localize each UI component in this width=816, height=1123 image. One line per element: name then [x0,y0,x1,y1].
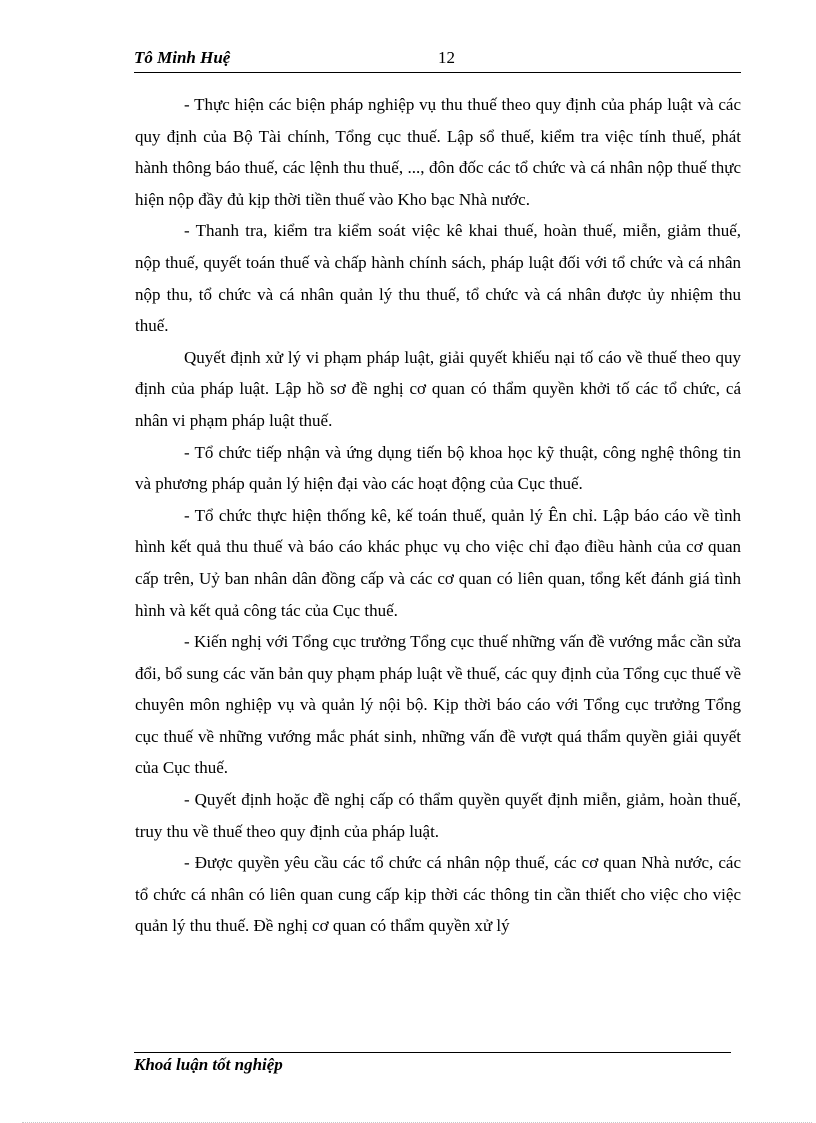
paragraph: Quyết định xử lý vi phạm pháp luật, giải quyết khiếu nại tố cáo về thuế theo quy định của pháp luật. Lập hồ sơ đề nghị cơ quan có thẩm quyền khởi tố các tổ chức, cá nhân vi phạm pháp luật thuế. [135,347,741,430]
footer-title: Khoá luận tốt nghiệp [134,1055,283,1074]
paragraph: - Tổ chức tiếp nhận và ứng dụng tiến bộ khoa học kỹ thuật, công nghệ thông tin và phương pháp quản lý hiện đại vào các hoạt động của Cục thuế. [135,442,741,494]
paragraph: - Quyết định hoặc đề nghị cấp có thẩm quyền quyết định miễn, giảm, hoàn thuế, truy thu về thuế theo quy định của pháp luật. [135,790,741,841]
page-header [134,48,741,73]
body-text [135,89,741,942]
page-number: 12 [438,48,455,67]
author-name: Tô Minh Huệ [134,48,231,67]
paragraph: - Tổ chức thực hiện thống kê, kế toán thuế, quản lý Ên chỉ. Lập báo cáo về tình hình kết quả thu thuế và báo cáo khác phục vụ cho việc chỉ đạo điều hành của cơ quan cấp trên, Uỷ ban nhân dân đồng cấp và các cơ quan có liên quan, tổng kết đánh giá tình hình và kết quả công tác của Cục thuế. [135,505,741,620]
paragraph: - Được quyền yêu cầu các tổ chức cá nhân nộp thuế, các cơ quan Nhà nước, các tổ chức cá nhân có liên quan cung cấp kịp thời các thông tin cần thiết cho việc cho việc quản lý thu thuế. Đề nghị cơ quan có thẩm quyền xử lý [135,853,741,936]
paragraph: - Thực hiện các biện pháp nghiệp vụ thu thuế theo quy định của pháp luật và các quy định của Bộ Tài chính, Tổng cục thuế. Lập sổ thuế, kiểm tra việc tính thuế, phát hành thông báo thuế, các lệnh thu thuế, ..., đôn đốc các tổ chức và cá nhân nộp thuế thực hiện nộp đầy đủ kịp thời tiền thuế vào Kho bạc Nhà nước. [135,95,741,209]
paragraph: - Kiến nghị với Tổng cục trưởng Tổng cục thuế những vấn đề vướng mắc cần sửa đổi, bổ sung các văn bản quy phạm pháp luật về thuế, các quy định của Tổng cục thuế về chuyên môn nghiệp vụ và quản lý nội bộ. Kịp thời báo cáo với Tổng cục trưởng Tổng cục thuế về những vướng mắc phát sinh, những vấn đề vượt quá thẩm quyền giải quyết của Cục thuế. [135,632,741,778]
page-footer [134,1052,731,1074]
paragraph: - Thanh tra, kiểm tra kiểm soát việc kê khai thuế, hoàn thuế, miễn, giảm thuế, nộp thuế, quyết toán thuế và chấp hành chính sách, pháp luật đối với tổ chức và cá nhân nộp thu, tổ chức và cá nhân quản lý thu thuế, tổ chức và cá nhân được ủy nhiệm thu thuế. [135,221,741,336]
